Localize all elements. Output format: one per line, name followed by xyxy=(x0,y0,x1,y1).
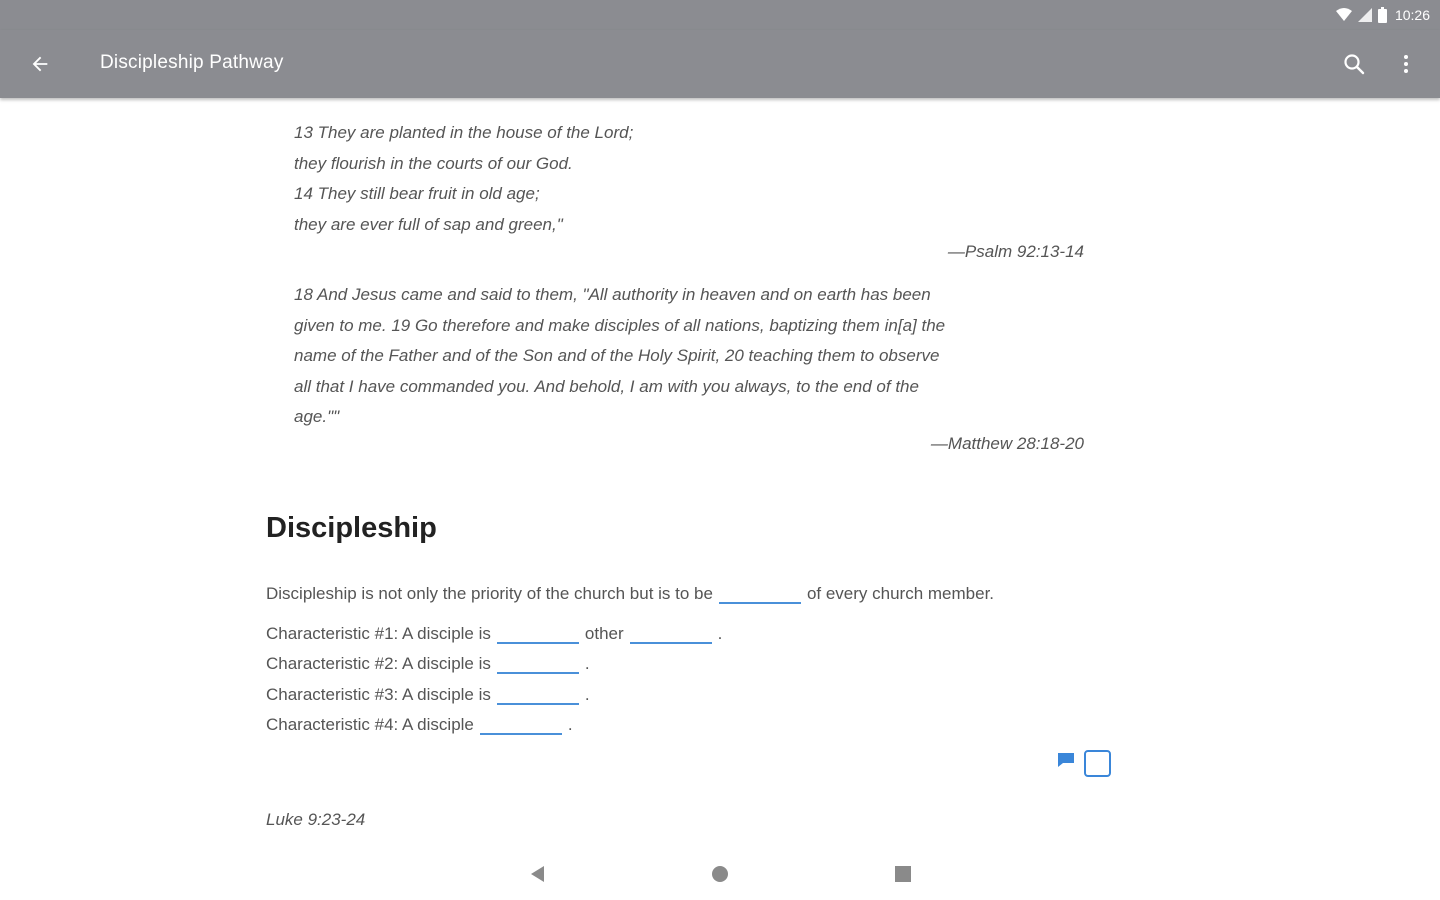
matthew-line: given to me. 19 Go therefore and make disciples of all nations, baptizing them in[a] the xyxy=(294,315,946,335)
characteristic-1 xyxy=(266,624,722,644)
back-button[interactable] xyxy=(22,46,58,82)
characteristic-middle: other xyxy=(584,624,624,643)
app-bar xyxy=(0,30,1440,98)
characteristic-text: Characteristic #4: A disciple xyxy=(266,715,474,734)
status-time: 10:26 xyxy=(1394,7,1430,23)
psalm-quote xyxy=(294,118,1084,240)
fill-blank-char1b[interactable] xyxy=(630,626,712,644)
next-reference: Luke 9:23-24 xyxy=(266,810,366,829)
fill-blank-char3[interactable] xyxy=(497,687,579,705)
search-icon xyxy=(1342,52,1366,76)
search-button[interactable] xyxy=(1336,46,1372,82)
fill-blank-char1a[interactable] xyxy=(497,626,579,644)
nav-back-icon[interactable] xyxy=(528,864,548,884)
fill-blank-char4[interactable] xyxy=(480,717,562,735)
matthew-quote xyxy=(294,280,1084,433)
priority-text-after: of every church member. xyxy=(806,584,995,603)
characteristic-text: Characteristic #1: A disciple is xyxy=(266,624,491,643)
psalm-line: 13 They are planted in the house of the Lord; xyxy=(294,123,634,142)
priority-text-before: Discipleship is not only the priority of the church but is to be xyxy=(266,584,713,603)
characteristic-period: . xyxy=(567,715,573,734)
battery-icon xyxy=(1378,7,1387,23)
status-bar xyxy=(0,0,1440,30)
characteristic-period: . xyxy=(584,685,590,704)
characteristic-text: Characteristic #3: A disciple is xyxy=(266,685,491,704)
matthew-line: name of the Father and of the Son and of the Holy Spirit, 20 teaching them to observe xyxy=(294,346,940,365)
nav-recent-icon[interactable] xyxy=(893,864,913,884)
characteristic-period: . xyxy=(717,624,723,643)
psalm-line: they are ever full of sap and green," xyxy=(294,214,563,234)
priority-sentence xyxy=(266,584,994,604)
matthew-line: all that I have commanded you. And behold, I am with you always, to the end of the xyxy=(294,376,919,396)
characteristic-3 xyxy=(266,685,590,705)
psalm-line: they flourish in the courts of our God. xyxy=(294,153,573,173)
system-nav-bar xyxy=(0,846,1440,900)
psalm-citation: —Psalm 92:13-14 xyxy=(947,242,1084,261)
document-content[interactable] xyxy=(0,98,1440,846)
psalm-line: 14 They still bear fruit in old age; xyxy=(294,184,540,203)
section-heading: Discipleship xyxy=(266,512,437,544)
completion-checkbox[interactable] xyxy=(1084,750,1111,777)
app-title: Discipleship Pathway xyxy=(100,52,284,73)
back-arrow-icon xyxy=(29,53,51,75)
more-vert-icon xyxy=(1403,54,1409,74)
signal-icon xyxy=(1358,8,1372,22)
characteristic-2 xyxy=(266,654,590,674)
nav-home-icon[interactable] xyxy=(710,864,730,884)
fill-blank-priority[interactable] xyxy=(719,586,801,604)
matthew-citation: —Matthew 28:18-20 xyxy=(930,434,1084,453)
wifi-icon xyxy=(1336,8,1352,22)
characteristic-text: Characteristic #2: A disciple is xyxy=(266,654,491,673)
note-icon[interactable] xyxy=(1058,753,1074,767)
matthew-line: age."" xyxy=(294,407,340,426)
matthew-line: 18 And Jesus came and said to them, "All authority in heaven and on earth has been xyxy=(294,285,931,304)
more-options-button[interactable] xyxy=(1390,46,1422,82)
characteristic-period: . xyxy=(584,654,590,673)
fill-blank-char2[interactable] xyxy=(497,656,579,674)
status-icons xyxy=(1336,7,1387,23)
characteristic-4 xyxy=(266,715,573,735)
